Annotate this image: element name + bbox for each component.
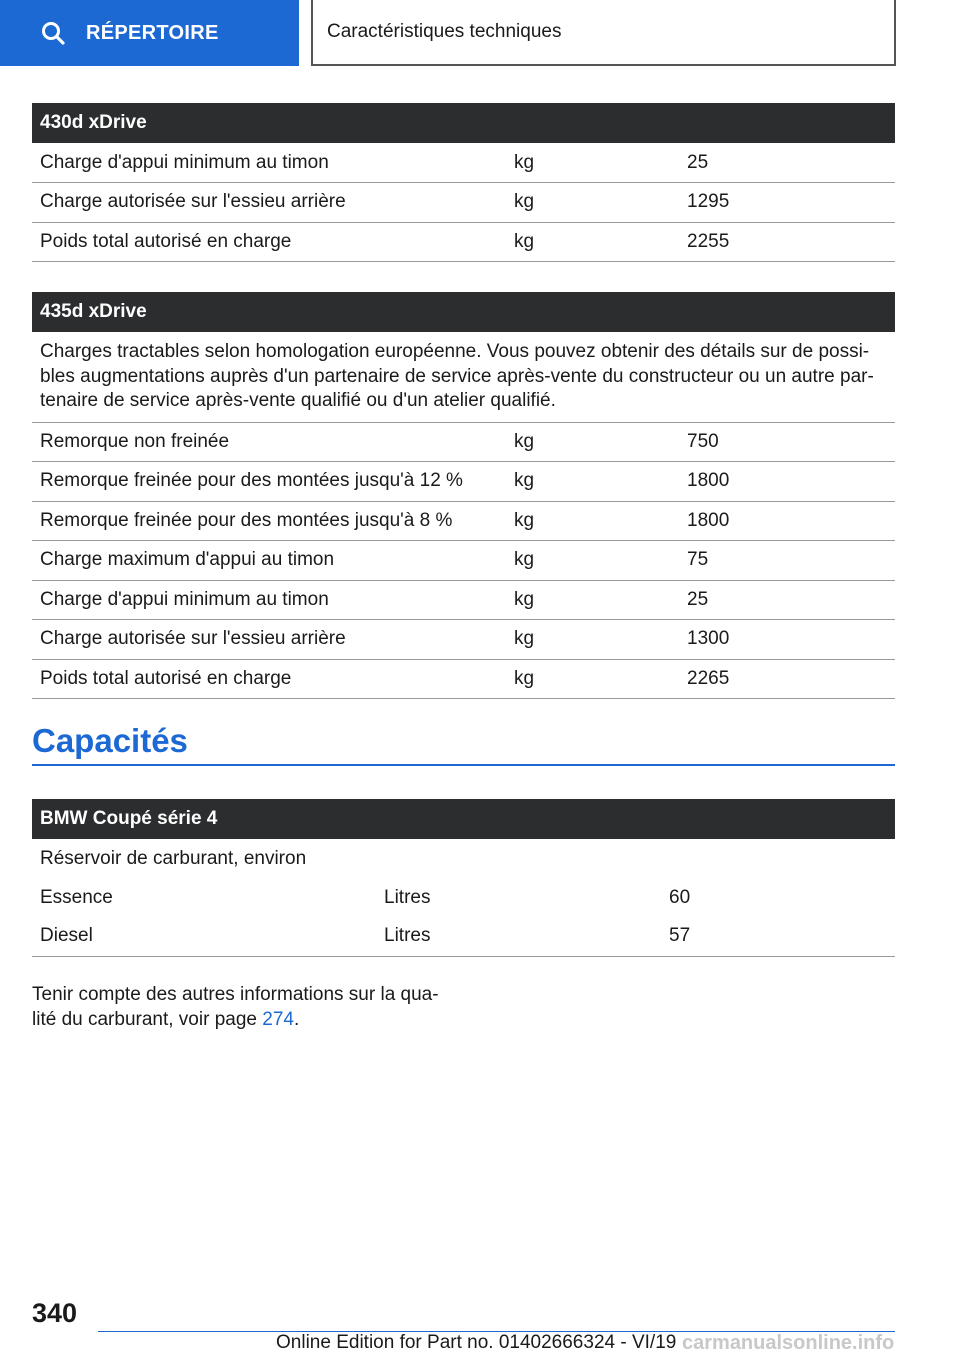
row-label: Charge autorisée sur l'essieu arrière bbox=[32, 620, 506, 660]
table-note-row bbox=[32, 332, 895, 422]
chapter-title[interactable]: Caractéristiques techniques bbox=[311, 0, 896, 66]
row-label: Charge d'appui minimum au timon bbox=[32, 143, 506, 183]
table-title: 435d xDrive bbox=[32, 292, 895, 332]
row-unit: kg bbox=[506, 422, 679, 462]
section-heading: Capacités bbox=[32, 699, 895, 766]
top-bar bbox=[0, 0, 960, 66]
table-row bbox=[32, 183, 895, 223]
index-label: RÉPERTOIRE bbox=[86, 21, 219, 44]
search-icon bbox=[40, 20, 66, 46]
row-unit: kg bbox=[506, 143, 679, 183]
table-row bbox=[32, 878, 895, 917]
index-button[interactable] bbox=[0, 0, 299, 66]
row-label: Diesel bbox=[32, 917, 376, 956]
table-row bbox=[32, 501, 895, 541]
row-value: 2255 bbox=[679, 222, 895, 262]
table-row bbox=[32, 143, 895, 183]
row-label: Poids total autorisé en charge bbox=[32, 659, 506, 699]
table-subtitle: Réservoir de carburant, environ bbox=[40, 847, 307, 869]
table-row bbox=[32, 422, 895, 462]
note-text: Tenir compte des autres informations sur la qua-lité du carburant, voir page bbox=[32, 983, 439, 1030]
row-label: Remorque freinée pour des montées jusqu'à 8 % bbox=[32, 501, 506, 541]
row-label: Poids total autorisé en charge bbox=[32, 222, 506, 262]
table-row bbox=[32, 462, 895, 502]
table-row bbox=[32, 580, 895, 620]
edition-info: Online Edition for Part no. 01402666324 - VI/19 bbox=[276, 1332, 677, 1353]
row-value: 2265 bbox=[679, 659, 895, 699]
table-row bbox=[32, 541, 895, 581]
row-unit: kg bbox=[506, 501, 679, 541]
row-value: 750 bbox=[679, 422, 895, 462]
table-435d bbox=[32, 292, 895, 699]
table-subtitle-row bbox=[32, 839, 895, 878]
row-unit: Litres bbox=[384, 886, 431, 908]
row-unit: Litres bbox=[376, 917, 661, 956]
row-unit: kg bbox=[506, 462, 679, 502]
row-value: 1800 bbox=[679, 501, 895, 541]
page-number: 340 bbox=[32, 1298, 78, 1328]
page-content bbox=[32, 103, 895, 1032]
row-value: 1295 bbox=[679, 183, 895, 223]
row-unit: kg bbox=[506, 541, 679, 581]
note-end: . bbox=[293, 1008, 300, 1030]
table-title: BMW Coupé série 4 bbox=[32, 799, 895, 839]
row-label: Remorque non freinée bbox=[32, 422, 506, 462]
row-unit: kg bbox=[506, 620, 679, 660]
row-value: 25 bbox=[679, 580, 895, 620]
table-title: 430d xDrive bbox=[32, 103, 895, 143]
fuel-quality-note bbox=[32, 982, 452, 1032]
watermark: carmanualsonline.info bbox=[682, 1332, 895, 1354]
table-row bbox=[32, 222, 895, 262]
row-unit: kg bbox=[506, 183, 679, 223]
row-label: Remorque freinée pour des montées jusqu'à 12 % bbox=[32, 462, 506, 502]
row-label: Charge autorisée sur l'essieu arrière bbox=[32, 183, 506, 223]
table-row bbox=[32, 917, 895, 956]
row-unit: kg bbox=[506, 580, 679, 620]
row-value: 75 bbox=[679, 541, 895, 581]
row-value: 1300 bbox=[679, 620, 895, 660]
table-note: Charges tractables selon homologation européenne. Vous pouvez obtenir des détails sur de possi-bles augmentations auprès d'un partenaire de service après-vente du constructeur ou un autre par-tenaire de service après-vente qualifié ou d'un atelier qualifié. bbox=[32, 332, 895, 422]
row-label: Charge d'appui minimum au timon bbox=[32, 580, 506, 620]
table-row bbox=[32, 620, 895, 660]
table-capacities bbox=[32, 799, 895, 957]
row-value: 25 bbox=[679, 143, 895, 183]
row-label: Essence bbox=[40, 886, 113, 908]
table-430d bbox=[32, 103, 895, 262]
row-value: 60 bbox=[669, 886, 691, 908]
row-unit: kg bbox=[506, 222, 679, 262]
page-link[interactable]: 274 bbox=[262, 1008, 294, 1030]
table-row bbox=[32, 659, 895, 699]
row-value: 57 bbox=[661, 917, 895, 956]
row-unit: kg bbox=[506, 659, 679, 699]
row-value: 1800 bbox=[679, 462, 895, 502]
row-label: Charge maximum d'appui au timon bbox=[32, 541, 506, 581]
